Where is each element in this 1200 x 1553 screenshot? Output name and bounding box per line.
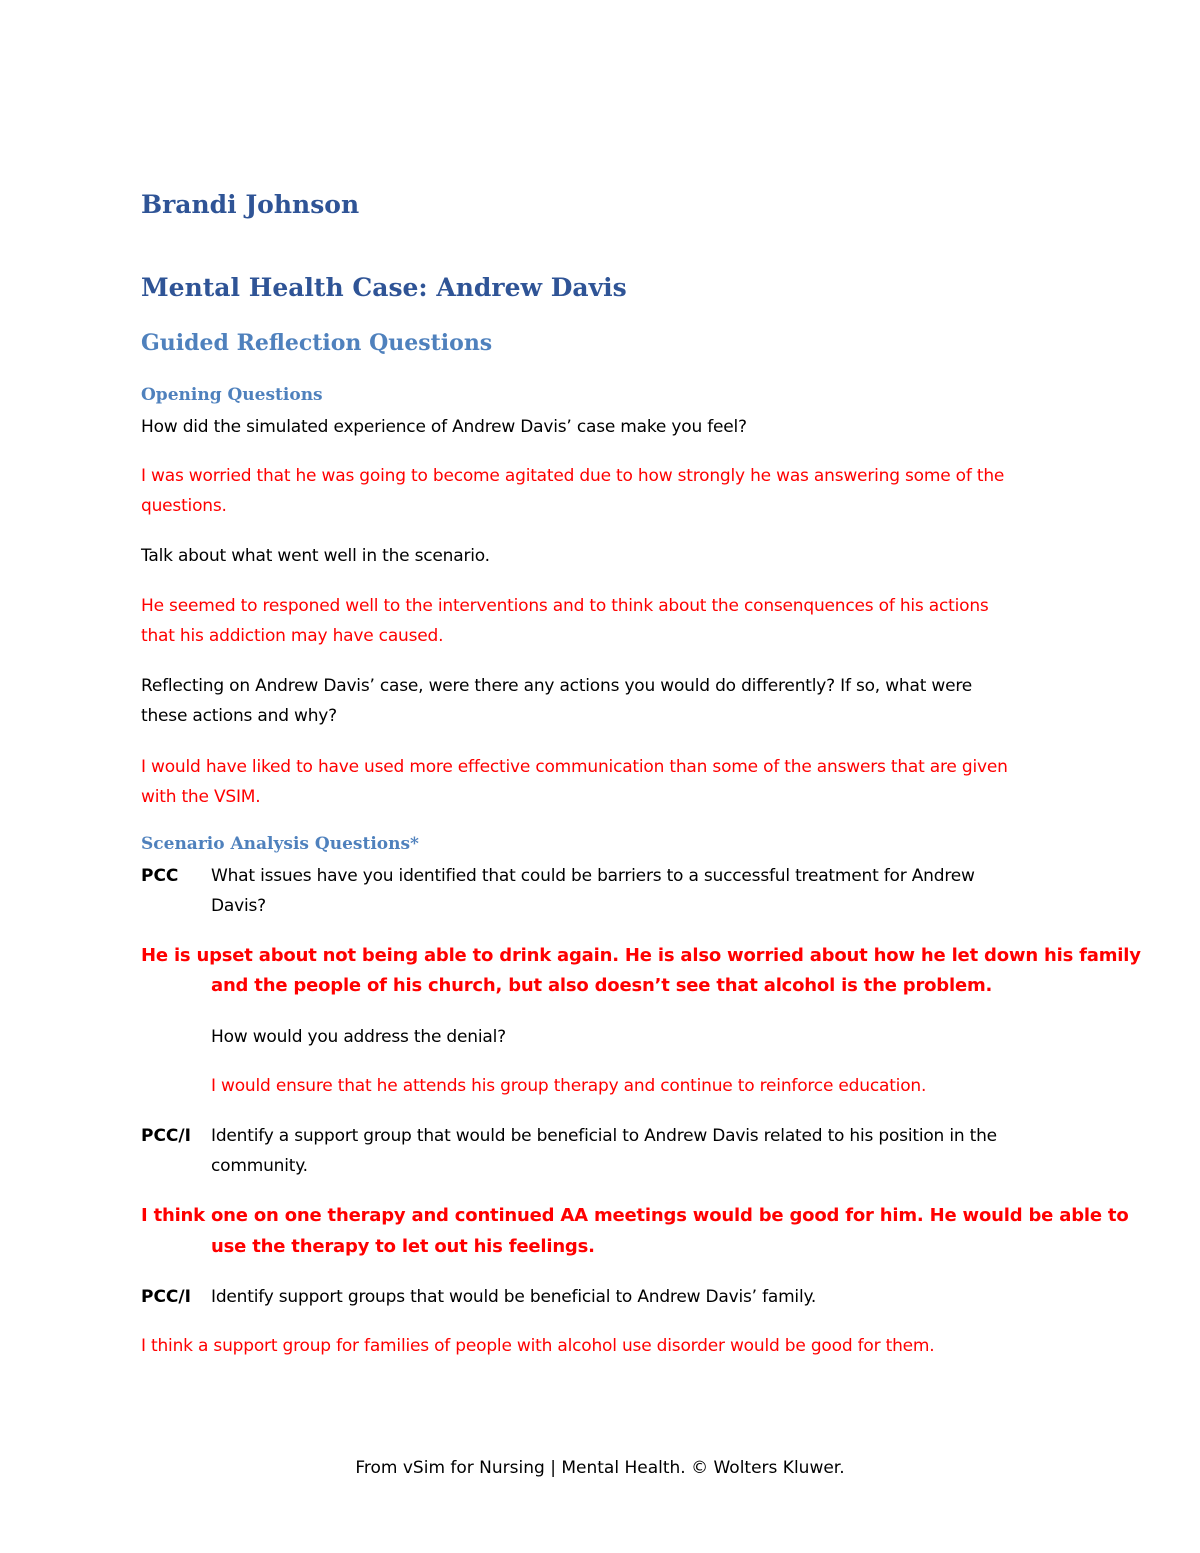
answer-3-line-1: I would have liked to have used more effective communication than some of the answers that are given [141,757,1008,777]
scenario-answer-1-line-2: and the people of his church, but also doesn’t see that alcohol is the problem. [211,975,993,996]
opening-question-1: How did the simulated experience of Andrew Davis’ case make you feel? [141,417,747,437]
answer-2-line-1: He seemed to responed well to the interventions and to think about the consenquences of his actions [141,596,989,616]
scenario-questions-heading: Scenario Analysis Questions* [141,834,419,854]
scenario-answer-2-line-2: use the therapy to let out his feelings. [211,1236,595,1257]
answer-3-line-2: with the VSIM. [141,787,261,807]
scenario-question-3: Identify support groups that would be beneficial to Andrew Davis’ family. [211,1287,817,1307]
scenario-answer-3: I think a support group for families of people with alcohol use disorder would be good for them. [141,1336,935,1356]
scenario-answer-1-line-1: He is upset about not being able to drink again. He is also worried about how he let down his family [141,945,1141,966]
opening-question-3-line-2: these actions and why? [141,706,337,726]
page-footer: From vSim for Nursing | Mental Health. © Wolters Kluwer. [355,1458,845,1478]
opening-question-3-line-1: Reflecting on Andrew Davis’ case, were there any actions you would do differently? If so, what were [141,676,973,696]
scenario-answer-2-line-1: I think one on one therapy and continued AA meetings would be good for him. He would be able to [141,1205,1129,1226]
answer-1-line-1: I was worried that he was going to become agitated due to how strongly he was answering some of the [141,466,1005,486]
case-title: Mental Health Case: Andrew Davis [141,273,627,302]
answer-2-line-2: that his addiction may have caused. [141,626,444,646]
author-name: Brandi Johnson [141,190,360,219]
scenario-label-pcc-i: PCC/I [141,1126,191,1146]
opening-question-2: Talk about what went well in the scenario. [141,546,490,566]
scenario-question-2-line-1: Identify a support group that would be beneficial to Andrew Davis related to his position in the [211,1126,997,1146]
scenario-question-1-line-1: What issues have you identified that could be barriers to a successful treatment for Andrew [211,866,975,886]
opening-questions-heading: Opening Questions [141,385,323,405]
scenario-question-1-line-2: Davis? [211,896,266,916]
scenario-question-2-line-2: community. [211,1156,308,1176]
answer-1-line-2: questions. [141,496,227,516]
followup-question: How would you address the denial? [211,1027,506,1047]
scenario-label-pcc-i-2: PCC/I [141,1287,191,1307]
followup-answer: I would ensure that he attends his group therapy and continue to reinforce education. [211,1076,927,1096]
scenario-label-pcc: PCC [141,866,179,886]
section-title: Guided Reflection Questions [141,330,493,356]
